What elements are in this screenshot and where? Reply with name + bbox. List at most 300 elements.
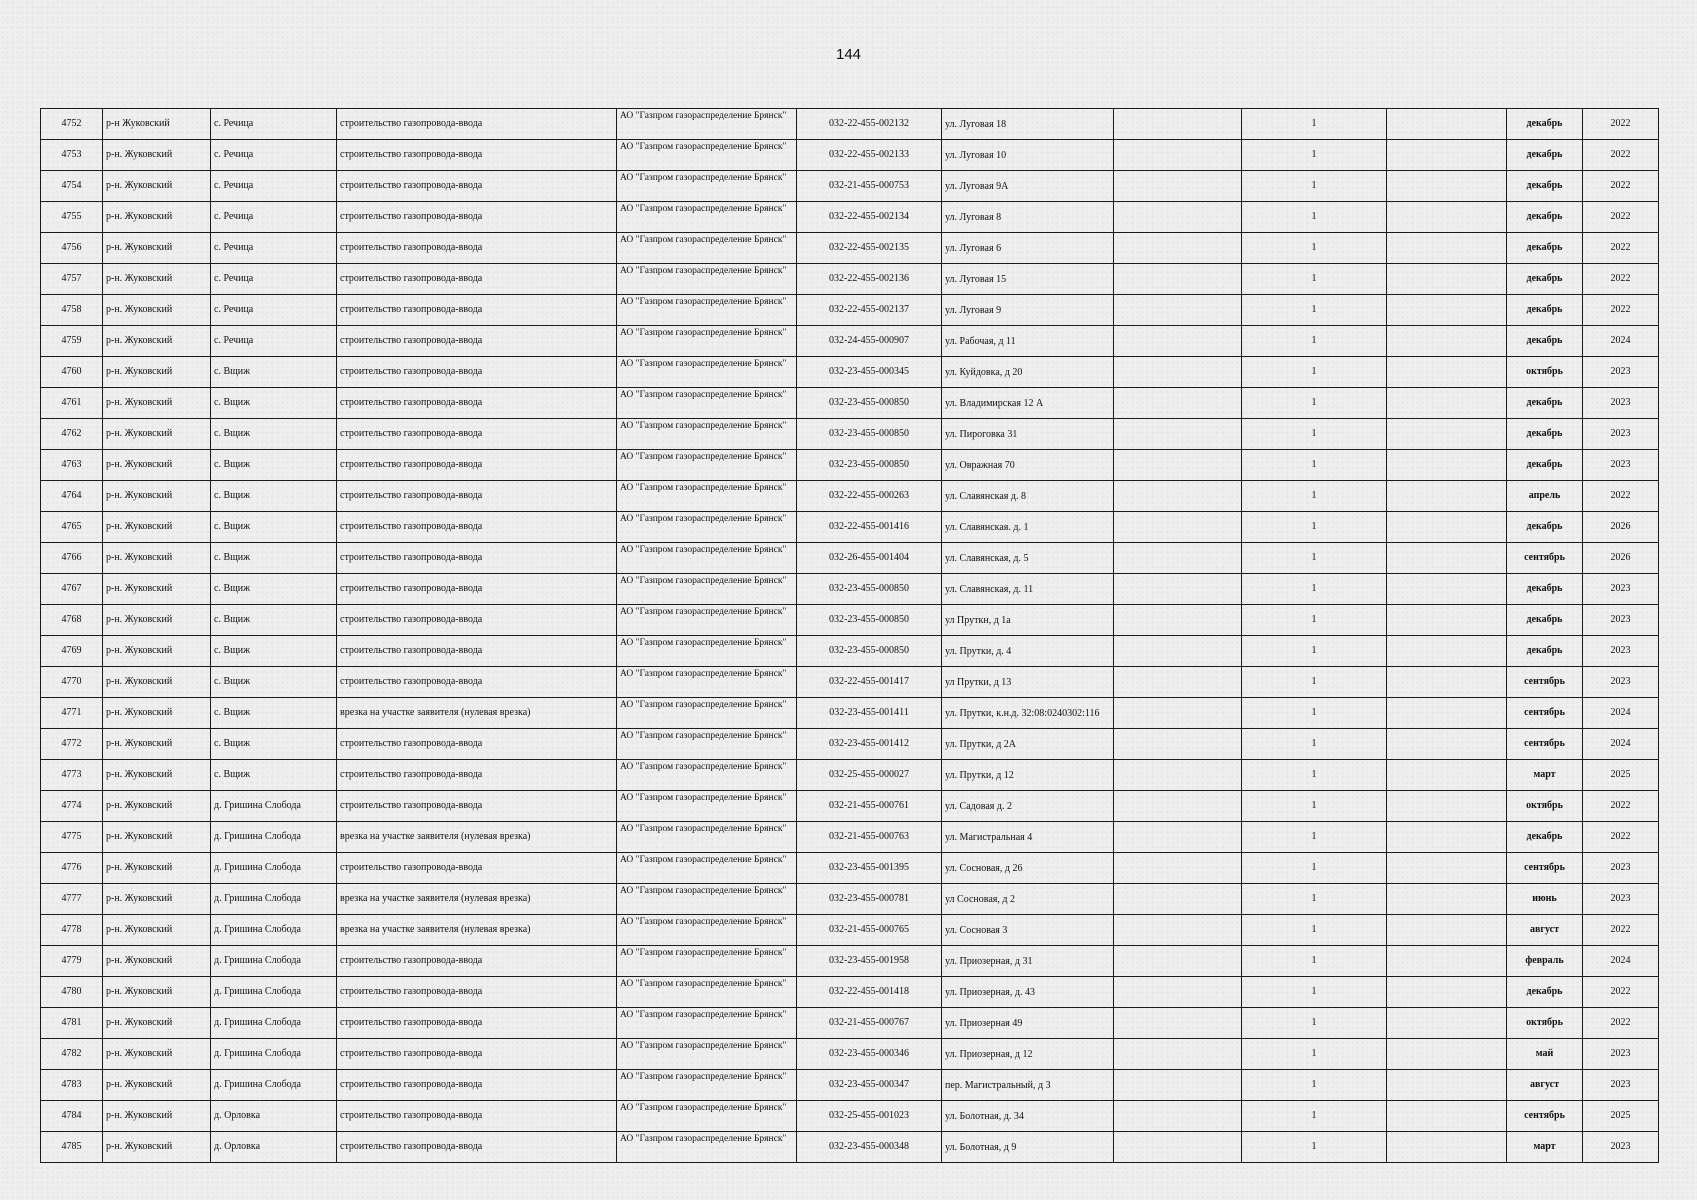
month-cell: декабрь	[1507, 450, 1583, 481]
locality-cell: с. Вщиж	[211, 636, 337, 667]
address-cell: ул. Садовая д. 2	[942, 791, 1114, 822]
gas-connection-table	[40, 108, 1659, 1163]
quantity-cell: 1	[1242, 946, 1387, 977]
table-row	[41, 171, 1659, 202]
application-number-cell: 032-22-455-002137	[797, 295, 942, 326]
address-cell: ул. Магистральная 4	[942, 822, 1114, 853]
application-number-cell: 032-22-455-002133	[797, 140, 942, 171]
table-row	[41, 729, 1659, 760]
year-cell: 2022	[1583, 791, 1659, 822]
district-cell: р-н. Жуковский	[103, 729, 211, 760]
quantity-cell: 1	[1242, 326, 1387, 357]
locality-cell: с. Вщиж	[211, 512, 337, 543]
table-row	[41, 109, 1659, 140]
year-cell: 2023	[1583, 357, 1659, 388]
locality-cell: с. Речица	[211, 233, 337, 264]
quantity-cell: 1	[1242, 419, 1387, 450]
application-number-cell: 032-23-455-000781	[797, 884, 942, 915]
quantity-cell: 1	[1242, 605, 1387, 636]
locality-cell: д. Гришина Слобода	[211, 853, 337, 884]
locality-cell: с. Речица	[211, 295, 337, 326]
address-cell: ул. Луговая 9А	[942, 171, 1114, 202]
district-cell: р-н. Жуковский	[103, 667, 211, 698]
year-cell: 2022	[1583, 109, 1659, 140]
empty-cell	[1114, 574, 1242, 605]
address-cell: ул. Прутки, д 12	[942, 760, 1114, 791]
locality-cell: с. Вщиж	[211, 388, 337, 419]
district-cell: р-н. Жуковский	[103, 171, 211, 202]
month-cell: декабрь	[1507, 109, 1583, 140]
work-type-cell: строительство газопровода-ввода	[337, 1132, 617, 1163]
row-number: 4765	[41, 512, 103, 543]
month-cell: сентябрь	[1507, 543, 1583, 574]
table-row	[41, 884, 1659, 915]
empty-cell	[1114, 729, 1242, 760]
application-number-cell: 032-22-455-002135	[797, 233, 942, 264]
address-cell: ул. Луговая 9	[942, 295, 1114, 326]
work-type-cell: строительство газопровода-ввода	[337, 295, 617, 326]
table-row	[41, 419, 1659, 450]
row-number: 4781	[41, 1008, 103, 1039]
month-cell: декабрь	[1507, 388, 1583, 419]
organization-cell: АО "Газпром газораспределение Брянск"	[617, 667, 797, 698]
empty-cell	[1387, 1132, 1507, 1163]
district-cell: р-н. Жуковский	[103, 481, 211, 512]
row-number: 4784	[41, 1101, 103, 1132]
quantity-cell: 1	[1242, 264, 1387, 295]
address-cell: ул. Славянская. д. 1	[942, 512, 1114, 543]
month-cell: февраль	[1507, 946, 1583, 977]
row-number: 4759	[41, 326, 103, 357]
month-cell: октябрь	[1507, 357, 1583, 388]
application-number-cell: 032-23-455-001412	[797, 729, 942, 760]
organization-cell: АО "Газпром газораспределение Брянск"	[617, 574, 797, 605]
empty-cell	[1387, 946, 1507, 977]
address-cell: ул. Прутки, д 2А	[942, 729, 1114, 760]
application-number-cell: 032-23-455-000850	[797, 419, 942, 450]
empty-cell	[1114, 388, 1242, 419]
district-cell: р-н. Жуковский	[103, 1008, 211, 1039]
application-number-cell: 032-23-455-000850	[797, 450, 942, 481]
work-type-cell: строительство газопровода-ввода	[337, 171, 617, 202]
district-cell: р-н. Жуковский	[103, 419, 211, 450]
district-cell: р-н. Жуковский	[103, 946, 211, 977]
address-cell: ул. Приозерная, д. 43	[942, 977, 1114, 1008]
month-cell: декабрь	[1507, 636, 1583, 667]
organization-cell: АО "Газпром газораспределение Брянск"	[617, 1008, 797, 1039]
locality-cell: с. Вщиж	[211, 543, 337, 574]
empty-cell	[1114, 636, 1242, 667]
quantity-cell: 1	[1242, 977, 1387, 1008]
address-cell: ул. Славянская, д. 5	[942, 543, 1114, 574]
work-type-cell: строительство газопровода-ввода	[337, 946, 617, 977]
quantity-cell: 1	[1242, 543, 1387, 574]
row-number: 4770	[41, 667, 103, 698]
application-number-cell: 032-22-455-002134	[797, 202, 942, 233]
application-number-cell: 032-23-455-000850	[797, 574, 942, 605]
year-cell: 2024	[1583, 946, 1659, 977]
district-cell: р-н. Жуковский	[103, 357, 211, 388]
organization-cell: АО "Газпром газораспределение Брянск"	[617, 760, 797, 791]
year-cell: 2023	[1583, 450, 1659, 481]
district-cell: р-н. Жуковский	[103, 233, 211, 264]
table-row	[41, 1070, 1659, 1101]
empty-cell	[1114, 667, 1242, 698]
empty-cell	[1387, 915, 1507, 946]
organization-cell: АО "Газпром газораспределение Брянск"	[617, 481, 797, 512]
work-type-cell: строительство газопровода-ввода	[337, 481, 617, 512]
month-cell: декабрь	[1507, 822, 1583, 853]
locality-cell: д. Гришина Слобода	[211, 1008, 337, 1039]
empty-cell	[1114, 171, 1242, 202]
locality-cell: с. Вщиж	[211, 419, 337, 450]
empty-cell	[1387, 109, 1507, 140]
organization-cell: АО "Газпром газораспределение Брянск"	[617, 1070, 797, 1101]
month-cell: декабрь	[1507, 140, 1583, 171]
month-cell: декабрь	[1507, 233, 1583, 264]
work-type-cell: строительство газопровода-ввода	[337, 264, 617, 295]
organization-cell: АО "Газпром газораспределение Брянск"	[617, 233, 797, 264]
month-cell: декабрь	[1507, 326, 1583, 357]
application-number-cell: 032-21-455-000753	[797, 171, 942, 202]
row-number: 4761	[41, 388, 103, 419]
empty-cell	[1387, 605, 1507, 636]
address-cell: ул. Сосновая, д 26	[942, 853, 1114, 884]
empty-cell	[1114, 202, 1242, 233]
address-cell: ул. Луговая 10	[942, 140, 1114, 171]
quantity-cell: 1	[1242, 1070, 1387, 1101]
year-cell: 2023	[1583, 1132, 1659, 1163]
year-cell: 2022	[1583, 202, 1659, 233]
locality-cell: д. Гришина Слобода	[211, 822, 337, 853]
address-cell: ул Пруткн, д 1а	[942, 605, 1114, 636]
district-cell: р-н. Жуковский	[103, 822, 211, 853]
application-number-cell: 032-23-455-000348	[797, 1132, 942, 1163]
empty-cell	[1114, 946, 1242, 977]
empty-cell	[1387, 543, 1507, 574]
table-row	[41, 1039, 1659, 1070]
month-cell: декабрь	[1507, 202, 1583, 233]
empty-cell	[1387, 171, 1507, 202]
work-type-cell: строительство газопровода-ввода	[337, 729, 617, 760]
year-cell: 2024	[1583, 729, 1659, 760]
row-number: 4775	[41, 822, 103, 853]
row-number: 4752	[41, 109, 103, 140]
work-type-cell: строительство газопровода-ввода	[337, 853, 617, 884]
empty-cell	[1114, 1132, 1242, 1163]
work-type-cell: строительство газопровода-ввода	[337, 1039, 617, 1070]
table-row	[41, 791, 1659, 822]
organization-cell: АО "Газпром газораспределение Брянск"	[617, 543, 797, 574]
quantity-cell: 1	[1242, 357, 1387, 388]
table-row	[41, 1101, 1659, 1132]
table-row	[41, 574, 1659, 605]
empty-cell	[1114, 543, 1242, 574]
district-cell: р-н. Жуковский	[103, 791, 211, 822]
locality-cell: д. Гришина Слобода	[211, 884, 337, 915]
row-number: 4758	[41, 295, 103, 326]
month-cell: июнь	[1507, 884, 1583, 915]
locality-cell: д. Орловка	[211, 1132, 337, 1163]
application-number-cell: 032-22-455-000263	[797, 481, 942, 512]
locality-cell: с. Вщиж	[211, 450, 337, 481]
work-type-cell: строительство газопровода-ввода	[337, 667, 617, 698]
quantity-cell: 1	[1242, 667, 1387, 698]
application-number-cell: 032-23-455-001395	[797, 853, 942, 884]
quantity-cell: 1	[1242, 574, 1387, 605]
organization-cell: АО "Газпром газораспределение Брянск"	[617, 605, 797, 636]
row-number: 4754	[41, 171, 103, 202]
month-cell: август	[1507, 915, 1583, 946]
table-row	[41, 946, 1659, 977]
year-cell: 2022	[1583, 915, 1659, 946]
empty-cell	[1114, 512, 1242, 543]
month-cell: декабрь	[1507, 977, 1583, 1008]
district-cell: р-н. Жуковский	[103, 202, 211, 233]
application-number-cell: 032-23-455-000850	[797, 388, 942, 419]
locality-cell: с. Вщиж	[211, 698, 337, 729]
organization-cell: АО "Газпром газораспределение Брянск"	[617, 791, 797, 822]
locality-cell: д. Гришина Слобода	[211, 1070, 337, 1101]
empty-cell	[1387, 636, 1507, 667]
empty-cell	[1114, 264, 1242, 295]
locality-cell: д. Гришина Слобода	[211, 977, 337, 1008]
table-row	[41, 760, 1659, 791]
empty-cell	[1387, 202, 1507, 233]
row-number: 4763	[41, 450, 103, 481]
month-cell: сентябрь	[1507, 729, 1583, 760]
quantity-cell: 1	[1242, 791, 1387, 822]
work-type-cell: строительство газопровода-ввода	[337, 1008, 617, 1039]
organization-cell: АО "Газпром газораспределение Брянск"	[617, 140, 797, 171]
empty-cell	[1387, 481, 1507, 512]
district-cell: р-н. Жуковский	[103, 512, 211, 543]
month-cell: март	[1507, 1132, 1583, 1163]
work-type-cell: строительство газопровода-ввода	[337, 791, 617, 822]
table-row	[41, 822, 1659, 853]
empty-cell	[1387, 1039, 1507, 1070]
district-cell: р-н. Жуковский	[103, 140, 211, 171]
application-number-cell: 032-21-455-000763	[797, 822, 942, 853]
empty-cell	[1387, 233, 1507, 264]
row-number: 4760	[41, 357, 103, 388]
month-cell: декабрь	[1507, 171, 1583, 202]
address-cell: ул. Славянская д. 8	[942, 481, 1114, 512]
address-cell: ул. Приозерная, д 12	[942, 1039, 1114, 1070]
empty-cell	[1114, 233, 1242, 264]
locality-cell: с. Речица	[211, 140, 337, 171]
organization-cell: АО "Газпром газораспределение Брянск"	[617, 357, 797, 388]
year-cell: 2023	[1583, 667, 1659, 698]
quantity-cell: 1	[1242, 171, 1387, 202]
table-row	[41, 667, 1659, 698]
quantity-cell: 1	[1242, 1039, 1387, 1070]
table-row	[41, 357, 1659, 388]
table-row	[41, 1132, 1659, 1163]
year-cell: 2024	[1583, 698, 1659, 729]
row-number: 4771	[41, 698, 103, 729]
quantity-cell: 1	[1242, 698, 1387, 729]
table-row	[41, 977, 1659, 1008]
organization-cell: АО "Газпром газораспределение Брянск"	[617, 946, 797, 977]
quantity-cell: 1	[1242, 1008, 1387, 1039]
work-type-cell: строительство газопровода-ввода	[337, 977, 617, 1008]
table-row	[41, 636, 1659, 667]
address-cell: ул. Болотная, д. 34	[942, 1101, 1114, 1132]
district-cell: р-н. Жуковский	[103, 1039, 211, 1070]
page-number: 144	[835, 46, 862, 63]
work-type-cell: строительство газопровода-ввода	[337, 357, 617, 388]
year-cell: 2022	[1583, 977, 1659, 1008]
organization-cell: АО "Газпром газораспределение Брянск"	[617, 264, 797, 295]
year-cell: 2023	[1583, 605, 1659, 636]
application-number-cell: 032-22-455-002132	[797, 109, 942, 140]
table-row	[41, 233, 1659, 264]
organization-cell: АО "Газпром газораспределение Брянск"	[617, 171, 797, 202]
year-cell: 2022	[1583, 233, 1659, 264]
month-cell: декабрь	[1507, 419, 1583, 450]
organization-cell: АО "Газпром газораспределение Брянск"	[617, 388, 797, 419]
organization-cell: АО "Газпром газораспределение Брянск"	[617, 1101, 797, 1132]
application-number-cell: 032-23-455-000347	[797, 1070, 942, 1101]
year-cell: 2023	[1583, 636, 1659, 667]
empty-cell	[1114, 977, 1242, 1008]
month-cell: октябрь	[1507, 791, 1583, 822]
work-type-cell: строительство газопровода-ввода	[337, 140, 617, 171]
empty-cell	[1387, 698, 1507, 729]
empty-cell	[1387, 853, 1507, 884]
application-number-cell: 032-25-455-000027	[797, 760, 942, 791]
address-cell: ул Сосновая, д 2	[942, 884, 1114, 915]
month-cell: октябрь	[1507, 1008, 1583, 1039]
work-type-cell: строительство газопровода-ввода	[337, 605, 617, 636]
organization-cell: АО "Газпром газораспределение Брянск"	[617, 202, 797, 233]
month-cell: декабрь	[1507, 264, 1583, 295]
address-cell: ул. Овражная 70	[942, 450, 1114, 481]
quantity-cell: 1	[1242, 109, 1387, 140]
empty-cell	[1387, 450, 1507, 481]
organization-cell: АО "Газпром газораспределение Брянск"	[617, 636, 797, 667]
application-number-cell: 032-26-455-001404	[797, 543, 942, 574]
work-type-cell: строительство газопровода-ввода	[337, 450, 617, 481]
work-type-cell: строительство газопровода-ввода	[337, 512, 617, 543]
locality-cell: д. Гришина Слобода	[211, 1039, 337, 1070]
quantity-cell: 1	[1242, 853, 1387, 884]
empty-cell	[1114, 450, 1242, 481]
district-cell: р-н. Жуковский	[103, 698, 211, 729]
empty-cell	[1114, 419, 1242, 450]
table-row	[41, 202, 1659, 233]
row-number: 4783	[41, 1070, 103, 1101]
organization-cell: АО "Газпром газораспределение Брянск"	[617, 729, 797, 760]
address-cell: ул. Прутки, д. 4	[942, 636, 1114, 667]
address-cell: ул. Приозерная 49	[942, 1008, 1114, 1039]
year-cell: 2023	[1583, 574, 1659, 605]
district-cell: р-н Жуковский	[103, 109, 211, 140]
work-type-cell: строительство газопровода-ввода	[337, 326, 617, 357]
empty-cell	[1114, 326, 1242, 357]
district-cell: р-н. Жуковский	[103, 760, 211, 791]
application-number-cell: 032-22-455-002136	[797, 264, 942, 295]
row-number: 4785	[41, 1132, 103, 1163]
empty-cell	[1387, 1008, 1507, 1039]
row-number: 4755	[41, 202, 103, 233]
work-type-cell: строительство газопровода-ввода	[337, 419, 617, 450]
address-cell: ул. Пироговка 31	[942, 419, 1114, 450]
quantity-cell: 1	[1242, 512, 1387, 543]
quantity-cell: 1	[1242, 1132, 1387, 1163]
empty-cell	[1114, 481, 1242, 512]
quantity-cell: 1	[1242, 481, 1387, 512]
organization-cell: АО "Газпром газораспределение Брянск"	[617, 450, 797, 481]
empty-cell	[1114, 1070, 1242, 1101]
row-number: 4772	[41, 729, 103, 760]
application-number-cell: 032-23-455-001411	[797, 698, 942, 729]
empty-cell	[1387, 419, 1507, 450]
empty-cell	[1387, 264, 1507, 295]
empty-cell	[1387, 1101, 1507, 1132]
table-row	[41, 326, 1659, 357]
table-row	[41, 481, 1659, 512]
application-number-cell: 032-23-455-000345	[797, 357, 942, 388]
organization-cell: АО "Газпром газораспределение Брянск"	[617, 512, 797, 543]
empty-cell	[1387, 729, 1507, 760]
row-number: 4767	[41, 574, 103, 605]
address-cell: ул. Владимирская 12 А	[942, 388, 1114, 419]
address-cell: ул. Славянская, д. 11	[942, 574, 1114, 605]
year-cell: 2023	[1583, 419, 1659, 450]
address-cell: ул. Сосновая 3	[942, 915, 1114, 946]
month-cell: декабрь	[1507, 574, 1583, 605]
quantity-cell: 1	[1242, 450, 1387, 481]
work-type-cell: строительство газопровода-ввода	[337, 388, 617, 419]
work-type-cell: строительство газопровода-ввода	[337, 1101, 617, 1132]
locality-cell: с. Вщиж	[211, 760, 337, 791]
month-cell: сентябрь	[1507, 853, 1583, 884]
locality-cell: д. Гришина Слобода	[211, 946, 337, 977]
month-cell: сентябрь	[1507, 667, 1583, 698]
row-number: 4778	[41, 915, 103, 946]
table-row	[41, 388, 1659, 419]
work-type-cell: врезка на участке заявителя (нулевая врезка)	[337, 822, 617, 853]
empty-cell	[1114, 295, 1242, 326]
quantity-cell: 1	[1242, 295, 1387, 326]
empty-cell	[1114, 915, 1242, 946]
locality-cell: д. Гришина Слобода	[211, 915, 337, 946]
table-row	[41, 1008, 1659, 1039]
month-cell: декабрь	[1507, 295, 1583, 326]
month-cell: март	[1507, 760, 1583, 791]
row-number: 4753	[41, 140, 103, 171]
organization-cell: АО "Газпром газораспределение Брянск"	[617, 1039, 797, 1070]
year-cell: 2025	[1583, 760, 1659, 791]
quantity-cell: 1	[1242, 202, 1387, 233]
district-cell: р-н. Жуковский	[103, 977, 211, 1008]
row-number: 4762	[41, 419, 103, 450]
address-cell: пер. Магистральный, д 3	[942, 1070, 1114, 1101]
district-cell: р-н. Жуковский	[103, 1070, 211, 1101]
address-cell: ул. Луговая 18	[942, 109, 1114, 140]
district-cell: р-н. Жуковский	[103, 295, 211, 326]
empty-cell	[1387, 512, 1507, 543]
application-number-cell: 032-24-455-000907	[797, 326, 942, 357]
organization-cell: АО "Газпром газораспределение Брянск"	[617, 326, 797, 357]
address-cell: ул. Прутки, к.н.д. 32:08:0240302:116	[942, 698, 1114, 729]
district-cell: р-н. Жуковский	[103, 574, 211, 605]
year-cell: 2022	[1583, 140, 1659, 171]
row-number: 4766	[41, 543, 103, 574]
quantity-cell: 1	[1242, 884, 1387, 915]
